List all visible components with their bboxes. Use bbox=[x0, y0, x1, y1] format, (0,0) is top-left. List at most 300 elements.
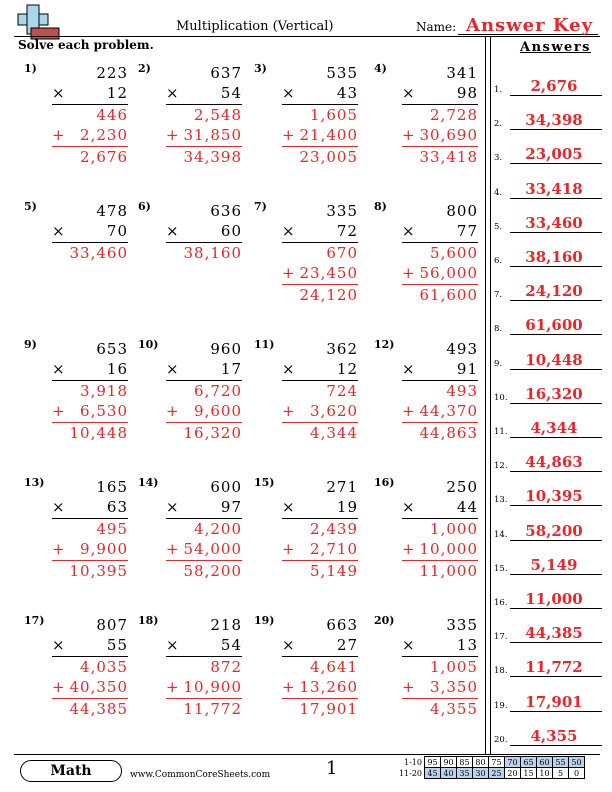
problem bbox=[374, 338, 484, 448]
answer-row bbox=[494, 718, 604, 748]
product-total: 44,385 bbox=[69, 700, 128, 718]
answer-label: 12. bbox=[494, 461, 508, 472]
times-sign: × bbox=[166, 498, 180, 516]
answer-label: 9. bbox=[494, 358, 503, 369]
partial-product-1: 1,605 bbox=[310, 106, 358, 124]
score-cell: 15 bbox=[521, 768, 537, 779]
multiplicand: 362 bbox=[326, 340, 358, 358]
multiplicand: 663 bbox=[326, 616, 358, 634]
answer-value: 34,398 bbox=[525, 111, 583, 130]
answer-label: 16. bbox=[494, 598, 508, 608]
partial-product-2: + 44,370 bbox=[402, 402, 478, 420]
partial-product-2: + 30,690 bbox=[402, 126, 478, 144]
problem bbox=[24, 476, 134, 586]
answer-label: 10. bbox=[494, 392, 508, 403]
product-line bbox=[402, 242, 478, 243]
times-sign: × bbox=[282, 360, 296, 378]
times-sign: × bbox=[402, 498, 416, 516]
answer-value: 33,460 bbox=[525, 213, 583, 232]
answer-line bbox=[510, 232, 602, 233]
sum-line bbox=[282, 284, 358, 285]
times-sign: × bbox=[166, 636, 180, 654]
answer-line bbox=[510, 334, 602, 335]
answer-line bbox=[510, 471, 602, 472]
answer-label: 20. bbox=[494, 734, 508, 745]
problem-number: 4) bbox=[374, 62, 387, 75]
name-label: Name: bbox=[416, 20, 457, 34]
multiplier: × 98 bbox=[402, 84, 478, 102]
partial-product-1: 724 bbox=[326, 382, 358, 400]
product-line bbox=[166, 518, 242, 519]
problem-number: 7) bbox=[254, 200, 267, 213]
score-cell: 75 bbox=[489, 757, 505, 768]
times-sign: × bbox=[282, 84, 296, 102]
product-total: 4,355 bbox=[430, 700, 478, 718]
plus-sign: + bbox=[402, 126, 416, 144]
answer-label: 6. bbox=[494, 256, 503, 266]
score-row-label: 11-20 bbox=[398, 768, 422, 778]
answer-row bbox=[494, 615, 604, 645]
answer-value: 4,344 bbox=[530, 419, 578, 437]
problem-number: 12) bbox=[374, 338, 395, 351]
times-sign: × bbox=[402, 360, 416, 378]
answer-label: 13. bbox=[494, 495, 508, 506]
multiplicand: 636 bbox=[210, 202, 242, 220]
multiplier: × 13 bbox=[402, 636, 478, 654]
product-total: 5,149 bbox=[310, 562, 358, 580]
plus-sign: + bbox=[402, 540, 416, 558]
answers-header: Answers bbox=[520, 40, 591, 55]
plus-sign: + bbox=[52, 678, 66, 696]
multiplier: × 60 bbox=[166, 222, 242, 240]
plus-sign: + bbox=[282, 678, 296, 696]
problem bbox=[254, 338, 364, 448]
product-total: 33,418 bbox=[419, 148, 478, 166]
plus-sign: + bbox=[282, 402, 296, 420]
score-cell: 0 bbox=[569, 768, 585, 779]
problem-number: 11) bbox=[254, 338, 275, 351]
problem bbox=[374, 200, 484, 310]
problem-number: 13) bbox=[24, 476, 45, 489]
product-total: 10,448 bbox=[69, 424, 128, 442]
worksheet-title: Multiplication (Vertical) bbox=[176, 19, 334, 34]
product-line bbox=[166, 104, 242, 105]
answer-line bbox=[510, 403, 602, 404]
product-total: 23,005 bbox=[299, 148, 358, 166]
multiplicand: 165 bbox=[96, 478, 128, 496]
answer-line bbox=[510, 711, 602, 712]
times-sign: × bbox=[52, 498, 66, 516]
answer-label: 5. bbox=[494, 221, 503, 232]
multiplier: × 12 bbox=[52, 84, 128, 102]
product-total: 2,676 bbox=[80, 148, 128, 166]
product-total: 10,395 bbox=[69, 562, 128, 580]
answer-line bbox=[510, 198, 602, 199]
score-table bbox=[394, 756, 585, 779]
partial-product-2: + 10,900 bbox=[166, 678, 242, 696]
answer-line bbox=[510, 129, 602, 130]
sum-line bbox=[282, 146, 358, 147]
times-sign: × bbox=[402, 84, 416, 102]
score-cell: 85 bbox=[457, 757, 473, 768]
multiplier: × 16 bbox=[52, 360, 128, 378]
answer-row bbox=[494, 171, 604, 201]
answer-value: 38,160 bbox=[525, 248, 583, 266]
multiplicand: 960 bbox=[210, 340, 242, 358]
answer-row bbox=[494, 684, 604, 714]
partial-product-1: 3,918 bbox=[80, 382, 128, 400]
sum-line bbox=[52, 560, 128, 561]
partial-product-2: + 3,350 bbox=[402, 678, 478, 696]
answer-label: 17. bbox=[494, 632, 508, 643]
answer-value: 10,448 bbox=[525, 350, 583, 369]
partial-product-2: + 56,000 bbox=[402, 264, 478, 282]
product-line bbox=[282, 380, 358, 381]
multiplicand: 478 bbox=[96, 202, 128, 220]
product-line bbox=[402, 380, 478, 381]
partial-product-2: + 2,230 bbox=[52, 126, 128, 144]
answer-value: 58,200 bbox=[525, 521, 583, 540]
problem-number: 2) bbox=[138, 62, 151, 75]
product-total: 44,863 bbox=[419, 424, 478, 442]
answer-row bbox=[494, 68, 604, 98]
answer-row bbox=[494, 102, 604, 132]
product-total: 61,600 bbox=[419, 286, 478, 304]
product-total: 38,160 bbox=[183, 244, 242, 262]
partial-product-1: 872 bbox=[210, 658, 242, 676]
problem bbox=[374, 62, 484, 172]
score-cell: 65 bbox=[521, 757, 537, 768]
product-total: 34,398 bbox=[183, 148, 242, 166]
sum-line bbox=[282, 698, 358, 699]
answer-value: 44,385 bbox=[525, 624, 583, 643]
problem bbox=[254, 200, 364, 310]
partial-product-1: 495 bbox=[96, 520, 128, 538]
multiplicand: 271 bbox=[326, 478, 358, 496]
plus-sign: + bbox=[402, 678, 416, 696]
multiplier: × 97 bbox=[166, 498, 242, 516]
answer-line bbox=[510, 608, 602, 609]
score-cell: 35 bbox=[457, 768, 473, 779]
score-cell: 60 bbox=[537, 757, 553, 768]
partial-product-1: 1,005 bbox=[430, 658, 478, 676]
answer-row bbox=[494, 307, 604, 337]
partial-product-1: 4,641 bbox=[310, 658, 358, 676]
times-sign: × bbox=[402, 222, 416, 240]
multiplicand: 800 bbox=[446, 202, 478, 220]
score-cell: 25 bbox=[489, 768, 505, 779]
sum-line bbox=[52, 698, 128, 699]
times-sign: × bbox=[282, 636, 296, 654]
score-cell: 80 bbox=[473, 757, 489, 768]
partial-product-2: + 10,000 bbox=[402, 540, 478, 558]
plus-sign: + bbox=[402, 264, 416, 282]
instructions: Solve each problem. bbox=[18, 38, 154, 52]
score-row bbox=[394, 757, 585, 768]
answer-key-label: Answer Key bbox=[466, 15, 594, 36]
product-total: 58,200 bbox=[183, 562, 242, 580]
score-cell: 70 bbox=[505, 757, 521, 768]
answer-row bbox=[494, 478, 604, 508]
plus-sign: + bbox=[166, 678, 180, 696]
partial-product-2: + 9,600 bbox=[166, 402, 242, 420]
problem-number: 15) bbox=[254, 476, 275, 489]
partial-product-2: + 40,350 bbox=[52, 678, 128, 696]
times-sign: × bbox=[52, 360, 66, 378]
times-sign: × bbox=[166, 360, 180, 378]
problem-number: 19) bbox=[254, 614, 275, 627]
partial-product-1: 4,200 bbox=[194, 520, 242, 538]
product-line bbox=[166, 380, 242, 381]
multiplier: × 54 bbox=[166, 84, 242, 102]
answer-label: 11. bbox=[494, 427, 508, 437]
partial-product-2: + 13,260 bbox=[282, 678, 358, 696]
multiplicand: 493 bbox=[446, 340, 478, 358]
page-number: 1 bbox=[326, 758, 338, 779]
product-total: 11,000 bbox=[419, 562, 478, 580]
multiplier: × 12 bbox=[282, 360, 358, 378]
answer-line bbox=[510, 745, 602, 746]
product-line bbox=[52, 380, 128, 381]
partial-product-1: 670 bbox=[326, 244, 358, 262]
partial-product-2: + 9,900 bbox=[52, 540, 128, 558]
score-cell: 50 bbox=[569, 757, 585, 768]
answer-value: 23,005 bbox=[525, 145, 583, 164]
multiplier: × 63 bbox=[52, 498, 128, 516]
answer-value: 61,600 bbox=[525, 316, 583, 335]
answer-row bbox=[494, 273, 604, 303]
multiplier: × 72 bbox=[282, 222, 358, 240]
answer-line bbox=[510, 574, 602, 575]
answer-value: 10,395 bbox=[525, 487, 583, 506]
score-cell: 90 bbox=[441, 757, 457, 768]
answer-row bbox=[494, 547, 604, 577]
answer-value: 5,149 bbox=[530, 555, 578, 574]
answer-row bbox=[494, 342, 604, 372]
sum-line bbox=[402, 560, 478, 561]
answer-line bbox=[510, 300, 602, 301]
score-cell: 95 bbox=[425, 757, 441, 768]
sum-line bbox=[166, 698, 242, 699]
multiplier: × 70 bbox=[52, 222, 128, 240]
answer-label: 19. bbox=[494, 700, 508, 711]
times-sign: × bbox=[282, 498, 296, 516]
site-url: www.CommonCoreSheets.com bbox=[130, 770, 271, 780]
multiplier: × 77 bbox=[402, 222, 478, 240]
partial-product-1: 1,000 bbox=[430, 520, 478, 538]
problem bbox=[374, 614, 484, 724]
plus-sign: + bbox=[166, 126, 180, 144]
multiplicand: 223 bbox=[96, 64, 128, 82]
problem-number: 14) bbox=[138, 476, 159, 489]
problem bbox=[254, 62, 364, 172]
score-cell: 20 bbox=[505, 768, 521, 779]
product-line bbox=[52, 242, 128, 243]
multiplier: × 43 bbox=[282, 84, 358, 102]
answer-line bbox=[510, 369, 602, 370]
times-sign: × bbox=[52, 636, 66, 654]
product-line bbox=[282, 518, 358, 519]
product-line bbox=[52, 656, 128, 657]
answer-row bbox=[494, 205, 604, 235]
answer-row bbox=[494, 444, 604, 474]
score-cell: 5 bbox=[553, 768, 569, 779]
answer-row bbox=[494, 239, 604, 269]
answer-row bbox=[494, 513, 604, 543]
multiplicand: 250 bbox=[446, 478, 478, 496]
partial-product-1: 5,600 bbox=[430, 244, 478, 262]
answer-label: 8. bbox=[494, 324, 503, 335]
product-line bbox=[52, 104, 128, 105]
answer-label: 14. bbox=[494, 529, 508, 540]
answer-label: 4. bbox=[494, 187, 503, 198]
plus-sign: + bbox=[166, 540, 180, 558]
product-total: 11,772 bbox=[183, 700, 242, 718]
multiplicand: 807 bbox=[96, 616, 128, 634]
product-line bbox=[52, 518, 128, 519]
plus-sign: + bbox=[402, 402, 416, 420]
product-line bbox=[282, 104, 358, 105]
answer-value: 4,355 bbox=[530, 726, 578, 745]
problem bbox=[24, 338, 134, 448]
partial-product-2: + 23,450 bbox=[282, 264, 358, 282]
problem-number: 10) bbox=[138, 338, 159, 351]
times-sign: × bbox=[166, 84, 180, 102]
multiplier: × 44 bbox=[402, 498, 478, 516]
score-cell: 40 bbox=[441, 768, 457, 779]
multiplicand: 335 bbox=[446, 616, 478, 634]
multiplier: × 54 bbox=[166, 636, 242, 654]
multiplicand: 341 bbox=[446, 64, 478, 82]
plus-sign: + bbox=[282, 126, 296, 144]
answer-label: 2. bbox=[494, 119, 503, 130]
problem-number: 6) bbox=[138, 200, 151, 213]
plus-sign: + bbox=[282, 540, 296, 558]
sum-line bbox=[282, 422, 358, 423]
multiplier: × 55 bbox=[52, 636, 128, 654]
sum-line bbox=[402, 698, 478, 699]
problem-number: 5) bbox=[24, 200, 37, 213]
product-total: 4,344 bbox=[310, 424, 358, 442]
answer-label: 1. bbox=[494, 85, 503, 95]
answer-label: 18. bbox=[494, 666, 508, 677]
product-line bbox=[402, 518, 478, 519]
answer-line bbox=[510, 642, 602, 643]
problem bbox=[138, 476, 248, 586]
problem bbox=[254, 476, 364, 586]
top-rule bbox=[14, 36, 600, 37]
problem bbox=[138, 338, 248, 448]
problem bbox=[24, 200, 134, 310]
answer-value: 44,863 bbox=[525, 453, 583, 472]
answer-value: 24,120 bbox=[525, 282, 583, 301]
product-total: 17,901 bbox=[299, 700, 358, 718]
sum-line bbox=[402, 146, 478, 147]
product-line bbox=[282, 656, 358, 657]
times-sign: × bbox=[402, 636, 416, 654]
problem-number: 17) bbox=[24, 614, 45, 627]
product-line bbox=[166, 656, 242, 657]
answer-line bbox=[510, 163, 602, 164]
score-cell: 10 bbox=[537, 768, 553, 779]
multiplicand: 637 bbox=[210, 64, 242, 82]
sum-line bbox=[166, 146, 242, 147]
partial-product-1: 446 bbox=[96, 106, 128, 124]
sum-line bbox=[166, 422, 242, 423]
answer-line bbox=[510, 437, 602, 438]
plus-sign: + bbox=[166, 402, 180, 420]
answer-value: 17,901 bbox=[525, 692, 583, 711]
problem bbox=[24, 62, 134, 172]
sum-line bbox=[52, 146, 128, 147]
answer-row bbox=[494, 136, 604, 166]
multiplicand: 653 bbox=[96, 340, 128, 358]
product-total: 16,320 bbox=[183, 424, 242, 442]
answer-value: 2,676 bbox=[530, 77, 578, 95]
answer-row bbox=[494, 376, 604, 406]
plus-sign: + bbox=[282, 264, 296, 282]
score-row-label: 1-10 bbox=[404, 757, 422, 767]
sum-line bbox=[282, 560, 358, 561]
multiplicand: 218 bbox=[210, 616, 242, 634]
problem-number: 16) bbox=[374, 476, 395, 489]
problem-number: 20) bbox=[374, 614, 395, 627]
problem bbox=[24, 614, 134, 724]
answer-row bbox=[494, 649, 604, 679]
times-sign: × bbox=[166, 222, 180, 240]
answer-value: 33,418 bbox=[525, 179, 583, 198]
column-divider bbox=[485, 36, 491, 754]
multiplier: × 19 bbox=[282, 498, 358, 516]
plus-sign: + bbox=[52, 402, 66, 420]
multiplicand: 535 bbox=[326, 64, 358, 82]
partial-product-1: 493 bbox=[446, 382, 478, 400]
bottom-rule bbox=[14, 754, 600, 755]
answer-row bbox=[494, 581, 604, 611]
problem-number: 3) bbox=[254, 62, 267, 75]
answer-label: 7. bbox=[494, 290, 503, 301]
problem-number: 1) bbox=[24, 62, 37, 75]
sum-line bbox=[52, 422, 128, 423]
partial-product-1: 2,728 bbox=[430, 106, 478, 124]
answer-line bbox=[510, 505, 602, 506]
times-sign: × bbox=[52, 84, 66, 102]
partial-product-2: + 21,400 bbox=[282, 126, 358, 144]
problem bbox=[138, 62, 248, 172]
partial-product-2: + 2,710 bbox=[282, 540, 358, 558]
answer-line bbox=[510, 540, 602, 541]
plus-sign: + bbox=[52, 126, 66, 144]
answer-line bbox=[510, 95, 602, 96]
product-line bbox=[402, 104, 478, 105]
partial-product-2: + 6,530 bbox=[52, 402, 128, 420]
product-total: 33,460 bbox=[69, 244, 128, 262]
problem bbox=[138, 614, 248, 724]
partial-product-1: 4,035 bbox=[80, 658, 128, 676]
problem-number: 18) bbox=[138, 614, 159, 627]
math-badge: Math bbox=[20, 760, 122, 782]
multiplicand: 335 bbox=[326, 202, 358, 220]
problem bbox=[374, 476, 484, 586]
partial-product-1: 6,720 bbox=[194, 382, 242, 400]
multiplier: × 17 bbox=[166, 360, 242, 378]
sum-line bbox=[166, 560, 242, 561]
partial-product-1: 2,439 bbox=[310, 520, 358, 538]
answer-label: 3. bbox=[494, 153, 503, 164]
multiplier: × 91 bbox=[402, 360, 478, 378]
math-plus-logo-icon bbox=[14, 4, 60, 40]
answer-value: 11,000 bbox=[525, 590, 583, 608]
